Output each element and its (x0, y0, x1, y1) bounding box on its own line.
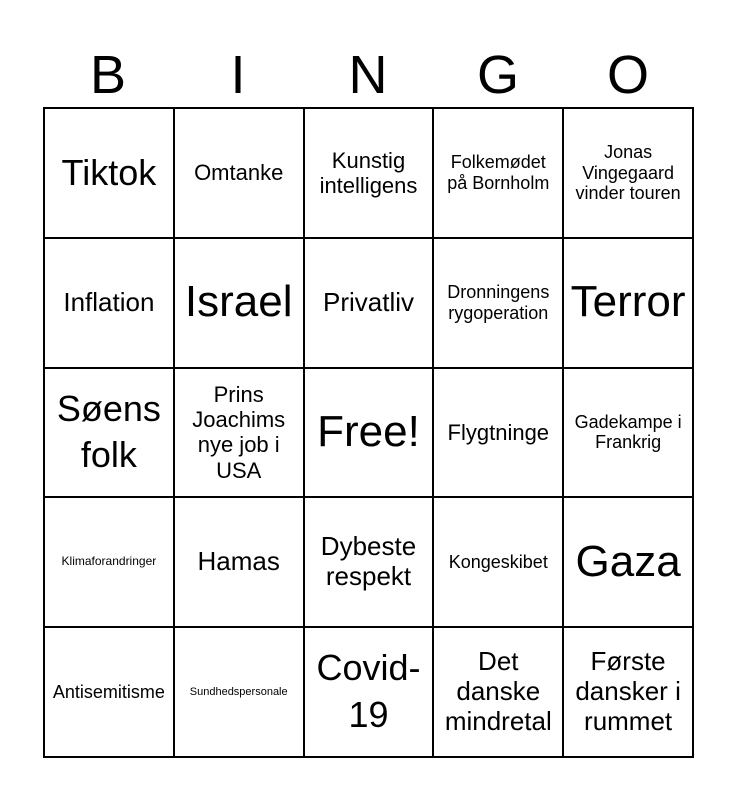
bingo-cell[interactable] (174, 497, 304, 627)
cell-text: Israel (184, 277, 293, 327)
bingo-cell[interactable] (44, 497, 174, 627)
cell-text: Kunstig intelligens (319, 147, 418, 198)
bingo-cell[interactable] (563, 108, 693, 238)
bingo-cell[interactable] (174, 108, 304, 238)
cell-text: Prins Joachims nye job i USA (192, 381, 286, 483)
cell-text: Covid-19 (316, 647, 421, 736)
cell-text: Gadekampe i Frankrig (574, 411, 682, 453)
bingo-cell[interactable] (563, 497, 693, 627)
free-text: Free! (317, 407, 420, 457)
bingo-cell[interactable] (304, 627, 434, 757)
bingo-cell[interactable] (44, 627, 174, 757)
bingo-cell[interactable] (44, 108, 174, 238)
bingo-cell[interactable] (433, 108, 563, 238)
bingo-header (43, 44, 693, 106)
cell-text: Tiktok (61, 151, 157, 193)
bingo-cell[interactable] (44, 238, 174, 368)
cell-text: Første dansker i rummet (575, 646, 681, 737)
bingo-cell[interactable] (304, 497, 434, 627)
bingo-cell[interactable] (304, 108, 434, 238)
bingo-cell[interactable] (433, 368, 563, 498)
cell-text: Kongeskibet (448, 551, 548, 572)
bingo-cell[interactable] (563, 238, 693, 368)
bingo-cell[interactable] (433, 627, 563, 757)
bingo-grid (43, 107, 694, 758)
bingo-cell[interactable] (433, 497, 563, 627)
cell-text: Flygtninge (447, 419, 550, 445)
bingo-cell[interactable] (433, 238, 563, 368)
cell-text: Dybeste respekt (320, 531, 417, 592)
header-letter-n: N (348, 45, 388, 105)
cell-text: Det danske mindretal (444, 646, 552, 737)
cell-text: Folkemødet på Bornholm (447, 152, 550, 193)
cell-text: Klimaforandringer (61, 554, 157, 569)
cell-text: Sundhedspersonale (189, 685, 288, 698)
header-letter-g: G (476, 45, 519, 105)
bingo-cell[interactable] (304, 238, 434, 368)
cell-text: Søens folk (56, 387, 161, 476)
bingo-cell[interactable] (563, 368, 693, 498)
header-letter-o: O (606, 45, 649, 105)
cell-text: Omtanke (194, 160, 284, 186)
cell-text: Hamas (197, 546, 280, 577)
free-cell[interactable] (304, 368, 434, 498)
cell-text: Inflation (63, 286, 155, 317)
bingo-cell[interactable] (174, 238, 304, 368)
header-letter-b: B (89, 45, 127, 105)
bingo-cell[interactable] (44, 368, 174, 498)
bingo-cell[interactable] (174, 627, 304, 757)
header-letter-i: I (230, 45, 246, 105)
cell-text: Dronningens rygoperation (447, 282, 550, 323)
cell-text: Gaza (575, 536, 681, 586)
cell-text: Jonas Vingegaard vinder touren (575, 141, 681, 204)
bingo-cell[interactable] (174, 368, 304, 498)
cell-text: Privatliv (322, 286, 414, 317)
cell-text: Antisemitisme (52, 681, 165, 702)
cell-text: Terror (570, 277, 686, 327)
bingo-cell[interactable] (563, 627, 693, 757)
